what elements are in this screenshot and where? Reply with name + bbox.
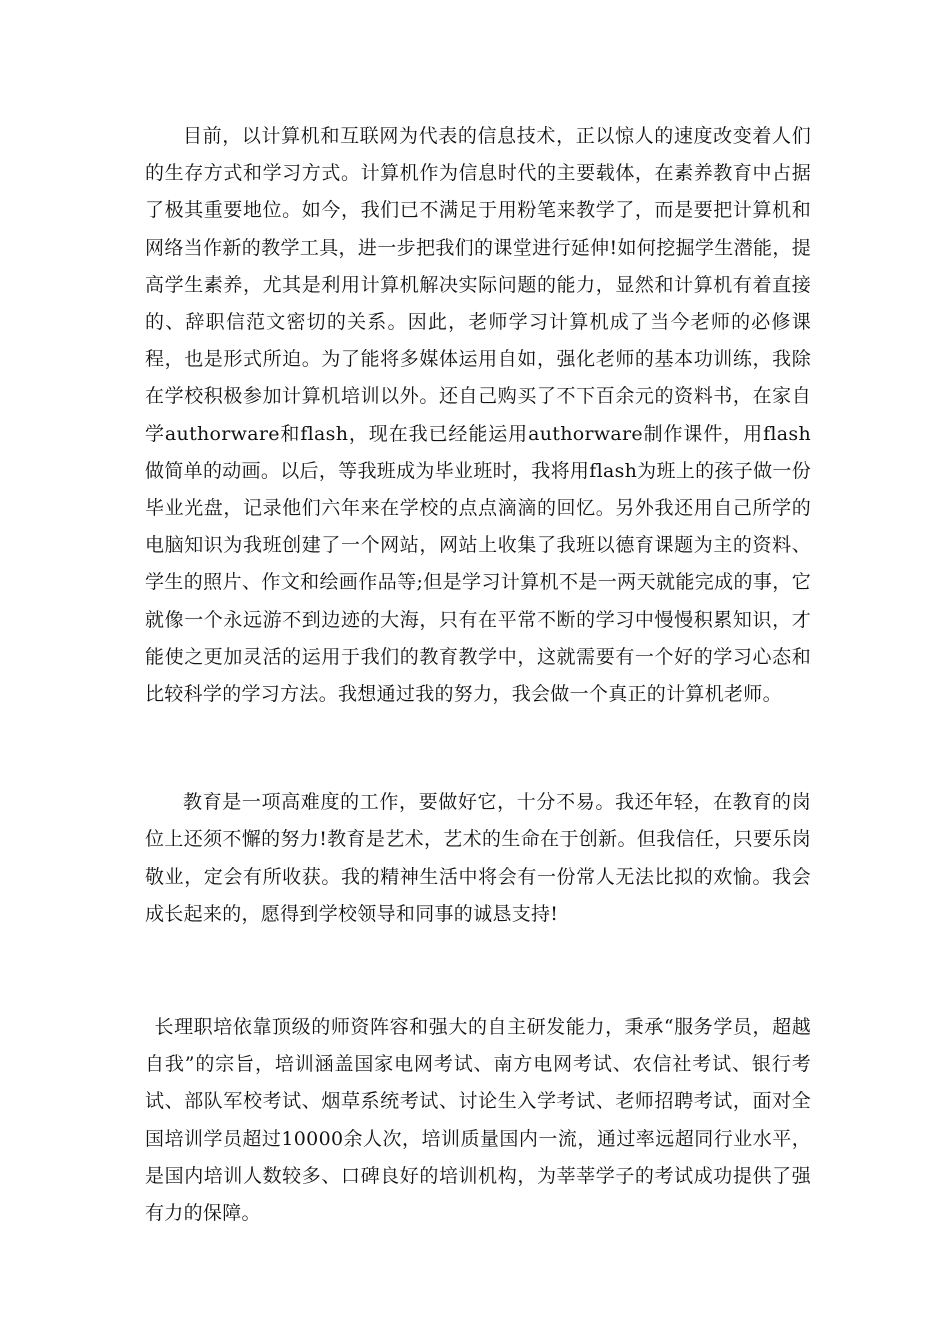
document-page — [145, 118, 811, 1232]
paragraph-computer-learning: 目前，以计算机和互联网为代表的信息技术，正以惊人的速度改变着人们的生存方式和学习方式。计算机作为信息时代的主要载体，在素养教育中占据了极其重要地位。如今，我们已不满足于用粉笔来教学了，而是要把计算机和网络当作新的教学工具，进一步把我们的课堂进行延伸!如何挖掘学生潜能，提高学生素养，尤其是利用计算机解决实际问题的能力，显然和计算机有着直接的、辞职信范文密切的关系。因此，老师学习计算机成了当今老师的必修课程，也是形式所迫。为了能将多媒体运用自如，强化老师的基本功训练，我除在学校积极参加计算机培训以外。还自己购买了不下百余元的资料书，在家自学authorware和flash，现在我已经能运用authorware制作课件，用flash做简单的动画。以后，等我班成为毕业班时，我将用flash为班上的孩子做一份毕业光盘，记录他们六年来在学校的点点滴滴的回忆。另外我还用自己所学的电脑知识为我班创建了一个网站，网站上收集了我班以德育课题为主的资料、学生的照片、作文和绘画作品等;但是学习计算机不是一两天就能完成的事，它就像一个永远游不到边迹的大海，只有在平常不断的学习中慢慢积累知识，才能使之更加灵活的运用于我们的教育教学中，这就需要有一个好的学习心态和比较科学的学习方法。我想通过我的努力，我会做一个真正的计算机老师。 — [145, 125, 811, 706]
paragraph-training-advertisement: 长理职培依靠顶级的师资阵容和强大的自主研发能力，秉承“服务学员，超越自我”的宗旨，培训涵盖国家电网考试、南方电网考试、农信社考试、银行考试、部队军校考试、烟草系统考试、讨论生入学考试、老师招聘考试，面对全国培训学员超过10000余人次，培训质量国内一流，通过率远超同行业水平，是国内培训人数较多、口碑良好的培训机构，为莘莘学子的考试成功提供了强有力的保障。 — [145, 1016, 811, 1225]
paragraph-education-reflection: 教育是一项高难度的工作，要做好它，十分不易。我还年轻，在教育的岗位上还须不懈的努力!教育是艺术，艺术的生命在于创新。但我信任，只要乐岗敬业，定会有所收获。我的精神生活中将会有一份常人无法比拟的欢愉。我会成长起来的，愿得到学校领导和同事的诚恳支持! — [145, 791, 811, 925]
